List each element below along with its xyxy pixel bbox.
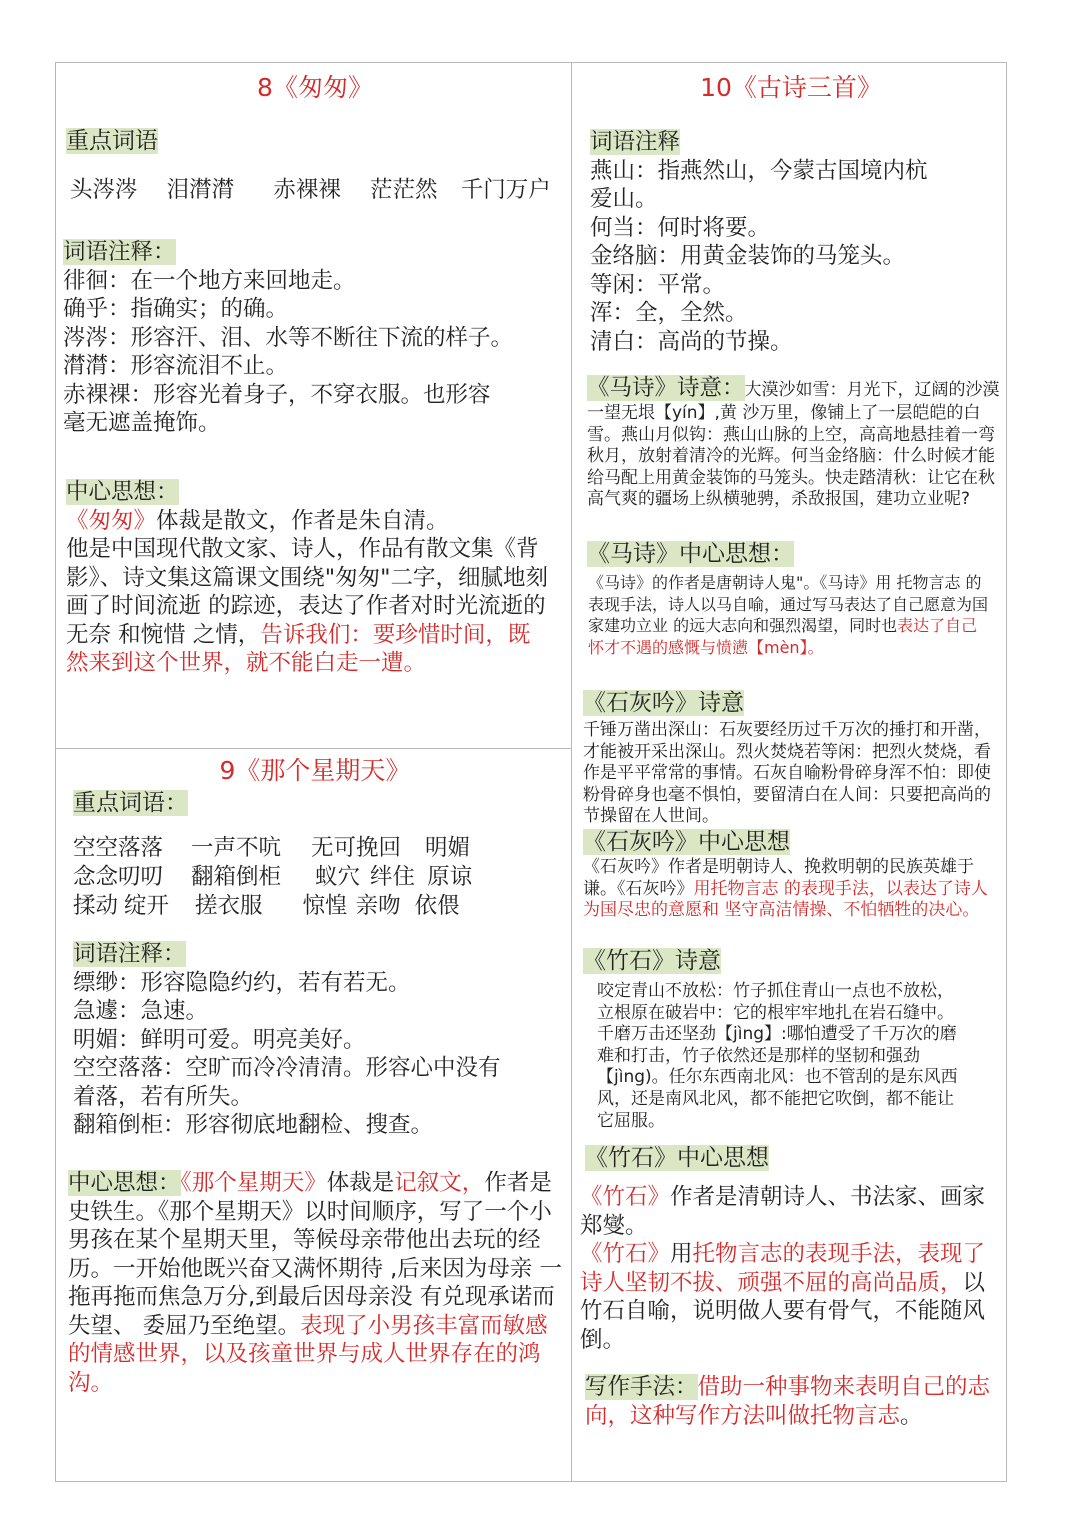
central-idea-text: 体裁是 bbox=[326, 1170, 395, 1196]
central-idea-title: 《那个星期天》 bbox=[180, 1170, 327, 1196]
central-idea-label: 中心思想： bbox=[68, 1170, 181, 1196]
central-idea-genre: 记叙文， bbox=[394, 1170, 485, 1196]
mashi-meaning bbox=[587, 373, 1001, 511]
key-words-label: 重点词语 bbox=[66, 128, 158, 154]
note-line: 急遽：急速。 bbox=[73, 998, 209, 1024]
note-line: 爱山。 bbox=[590, 186, 658, 212]
note-line: 毫无遮盖掩饰。 bbox=[63, 410, 221, 436]
note-line: 浑：全，全然。 bbox=[590, 300, 748, 326]
key-word: 绊住 bbox=[370, 864, 416, 890]
zhushi-idea-label: 《竹石》中心思想 bbox=[585, 1145, 769, 1171]
key-word: 原谅 bbox=[427, 864, 473, 890]
key-word: 绽开 bbox=[124, 893, 170, 919]
key-word: 空空落落 bbox=[73, 835, 164, 861]
key-word: 明媚 bbox=[425, 835, 471, 861]
mashi-idea-label: 《马诗》中心思想： bbox=[587, 541, 794, 567]
writing-method-text: 借助一种事物来表明自己的志向，这种写作方法叫做托物言志 bbox=[585, 1374, 991, 1429]
zhushi-meaning-text: 咬定青山不放松：竹子抓住青山一点也不放松，立根原在破岩中：它的根牢牢地扎在岩石缝中。千磨万击还坚劲【jìng】:哪怕遭受了千万次的磨难和打击，竹子依然还是那样的坚韧和强劲【jìng)。任尔东西南北风：也不管刮的是东风西风，还是南风北风，都不能把它吹倒，都不能让它屈服。 bbox=[597, 981, 958, 1131]
lesson-9-notes bbox=[73, 940, 563, 1140]
note-line: 翻箱倒柜：形容彻底地翻检、搜查。 bbox=[73, 1112, 434, 1138]
central-idea-red: 表现了小男孩丰富而敏感的情感世界，以及孩童世界与成人世界存在的鸿沟。 bbox=[68, 1312, 548, 1396]
note-line: 清白：高尚的节操。 bbox=[590, 328, 793, 355]
mashi-idea bbox=[588, 572, 988, 658]
mashi-meaning-label: 《马诗》诗意： bbox=[587, 375, 745, 401]
key-word: 头涔涔 bbox=[70, 177, 138, 203]
key-word: 依偎 bbox=[414, 893, 460, 919]
zhushi-idea-text: 用 bbox=[670, 1241, 693, 1267]
key-word: 一声不吭 bbox=[191, 835, 282, 861]
key-word: 千门万户 bbox=[460, 177, 551, 203]
shihui-idea bbox=[583, 857, 1004, 922]
lesson-8-key-words-label bbox=[66, 126, 158, 156]
lesson-8-central-idea bbox=[66, 478, 551, 678]
zhushi-idea-label-wrap bbox=[585, 1143, 769, 1173]
shihui-idea-label: 《石灰吟》中心思想 bbox=[583, 829, 790, 855]
note-line: 徘徊：在一个地方来回地走。 bbox=[63, 267, 356, 294]
lesson-10-title: 10《古诗三首》 bbox=[700, 73, 882, 102]
lesson-8-title: 8《匆匆》 bbox=[257, 73, 373, 102]
zhushi-idea-title: 《竹石》 bbox=[580, 1241, 671, 1267]
notes-label: 词语注释： bbox=[63, 239, 176, 265]
key-word: 赤裸裸 bbox=[273, 177, 341, 203]
note-line: 空空落落：空旷而冷冷清清。形容心中没有 bbox=[73, 1055, 501, 1081]
key-word: 念念叨叨 bbox=[73, 864, 164, 890]
writing-method-label: 写作手法： bbox=[585, 1374, 698, 1400]
key-word: 揉动 bbox=[73, 893, 119, 919]
zhushi-meaning-label: 《竹石》诗意 bbox=[583, 948, 721, 974]
key-word: 茫茫然 bbox=[370, 177, 438, 203]
note-line: 缥缈：形容隐隐约约，若有若无。 bbox=[73, 969, 411, 996]
writing-method bbox=[585, 1373, 997, 1430]
central-idea-text: 他是中国现代散文家、诗人，作品有散文集《背影》、诗文集这篇课文围绕"匆匆"二字，细腻地刻画了时间流逝 的踪迹，表达了作者对时光流逝的 无奈 和惋惜 之情， bbox=[66, 536, 548, 648]
zhushi-idea-title: 《竹石》 bbox=[580, 1184, 671, 1210]
key-word: 亲吻 bbox=[355, 893, 401, 919]
writing-method-end: 。 bbox=[900, 1402, 923, 1429]
zhushi-idea bbox=[580, 1183, 992, 1354]
zhushi-idea-red: 托物言志的表现手法，表现了诗人坚韧不拔、顽强不屈的高尚品质， bbox=[580, 1241, 986, 1296]
notes-label: 词语注释 bbox=[590, 129, 681, 155]
note-line: 着落，若有所失。 bbox=[73, 1083, 254, 1110]
zhushi-idea-text: 以竹石自喻，说明做人要有骨气，不能随风倒。 bbox=[580, 1269, 986, 1353]
zhushi-meaning bbox=[597, 981, 967, 1132]
notes-label: 词语注释： bbox=[73, 941, 186, 967]
note-line: 涔涔：形容汗、泪、水等不断往下流的样子。 bbox=[63, 324, 514, 351]
note-line: 何当：何时将要。 bbox=[590, 214, 771, 241]
key-word: 惊惶 bbox=[302, 893, 348, 919]
key-words-label: 重点词语： bbox=[73, 790, 188, 816]
central-idea-label: 中心思想： bbox=[66, 479, 179, 505]
note-line: 金络脑：用黄金装饰的马笼头。 bbox=[590, 243, 906, 269]
shihui-meaning-label-wrap bbox=[583, 688, 744, 718]
note-line: 确乎：指确实；的确。 bbox=[63, 296, 289, 322]
shihui-meaning-text: 千锤万凿出深山：石灰要经历过千万次的捶打和开凿，才能被开采出深山。烈火焚烧若等闲：把烈火焚烧，看作是平平常常的事情。石灰自喻粉骨碎身浑不怕：即使粉骨碎身也毫不惧怕，要留清白在人间：只要把高尚的节操留在人世间。 bbox=[583, 720, 991, 827]
note-line: 明媚：鲜明可爱。明亮美好。 bbox=[73, 1026, 366, 1053]
zhushi-idea-text: 作者是清朝诗人、书法家、画家郑燮。 bbox=[580, 1184, 986, 1239]
mashi-meaning-text: 大漠沙如雪：月光下，辽阔的沙漠一望无垠【yín】,黄 沙万里，像铺上了一层皑皑的白雪。燕山月似钩：燕山山脉的上空，高高地悬挂着一弯秋月，放射着清冷的光辉。何当金络脑：什么时候才能给马配上用黄金装饰的马笼头。快走踏清秋：让它在秋高气爽的疆场上纵横驰骋，杀敌报国，建功立业呢? bbox=[587, 380, 1000, 510]
lesson-9-key-words bbox=[73, 834, 563, 921]
key-word: 蚁穴 bbox=[315, 864, 361, 890]
shihui-idea-red: 用托物言志 的表现手法，以表达了诗人为国尽忠的意愿和 坚守高洁情操、不怕牺牲的决心。 bbox=[583, 878, 988, 921]
mashi-idea-red: 表达了自己 怀才不遇的感慨与愤懑【mèn】。 bbox=[588, 616, 978, 657]
shihui-meaning-label: 《石灰吟》诗意 bbox=[583, 690, 744, 716]
mashi-idea-text: 《马诗》的作者是唐朝诗人鬼"。《马诗》用 托物言志 的表现手法，诗人以马自喻，通过写马表达了自己愿意为国家建功立业 的远大志向和强烈渴望，同时也 bbox=[588, 573, 989, 635]
lesson-8-notes bbox=[63, 238, 568, 438]
shihui-idea-text: 《石灰吟》作者是明朝诗人、挽救明朝的民族英雄于谦。《石灰吟》 bbox=[583, 857, 974, 899]
lesson-8-key-words bbox=[70, 176, 565, 205]
lesson-9-central-idea bbox=[68, 1169, 564, 1397]
shihui-meaning bbox=[583, 720, 1004, 828]
key-word: 无可挽回 bbox=[311, 835, 402, 861]
lesson-9-title: 9《那个星期天》 bbox=[219, 756, 411, 785]
lesson-9-key-words-label bbox=[73, 788, 188, 818]
shihui-idea-label-wrap bbox=[583, 827, 790, 857]
note-line: 燕山：指燕然山，今蒙古国境内杭 bbox=[590, 157, 928, 184]
note-line: 潸潸：形容流泪不止。 bbox=[63, 353, 289, 379]
central-idea-red: 告诉我们：要珍惜时间，既然来到这个世界，就不能白走一遭。 bbox=[66, 621, 531, 676]
central-idea-text: 体裁是散文，作者是朱自清。 bbox=[156, 507, 449, 534]
column-divider bbox=[571, 62, 572, 1482]
key-word: 泪潸潸 bbox=[166, 177, 235, 203]
key-word: 搓衣服 bbox=[195, 893, 263, 919]
lesson-10-notes bbox=[590, 128, 1000, 356]
mashi-idea-label-wrap bbox=[587, 539, 794, 569]
central-idea-title: 《匆匆》 bbox=[66, 507, 157, 534]
central-idea-text: 作者是史铁生。《那个星期天》以时间顺序，写了一个小男孩在某个星期天里，等候母亲带他出去玩的经历。一开始他既兴奋又满怀期待 ,后来因为母亲 一 拖再拖而焦急万分,到最后因母亲没 有兑现承诺而失望、 委屈乃至绝望。 bbox=[68, 1170, 562, 1339]
note-line: 赤裸裸：形容光着身子，不穿衣服。也形容 bbox=[63, 381, 491, 408]
note-line: 等闲：平常。 bbox=[590, 271, 726, 298]
zhushi-meaning-label-wrap bbox=[583, 946, 721, 976]
key-word: 翻箱倒柜 bbox=[191, 864, 282, 890]
section-divider bbox=[55, 748, 571, 749]
